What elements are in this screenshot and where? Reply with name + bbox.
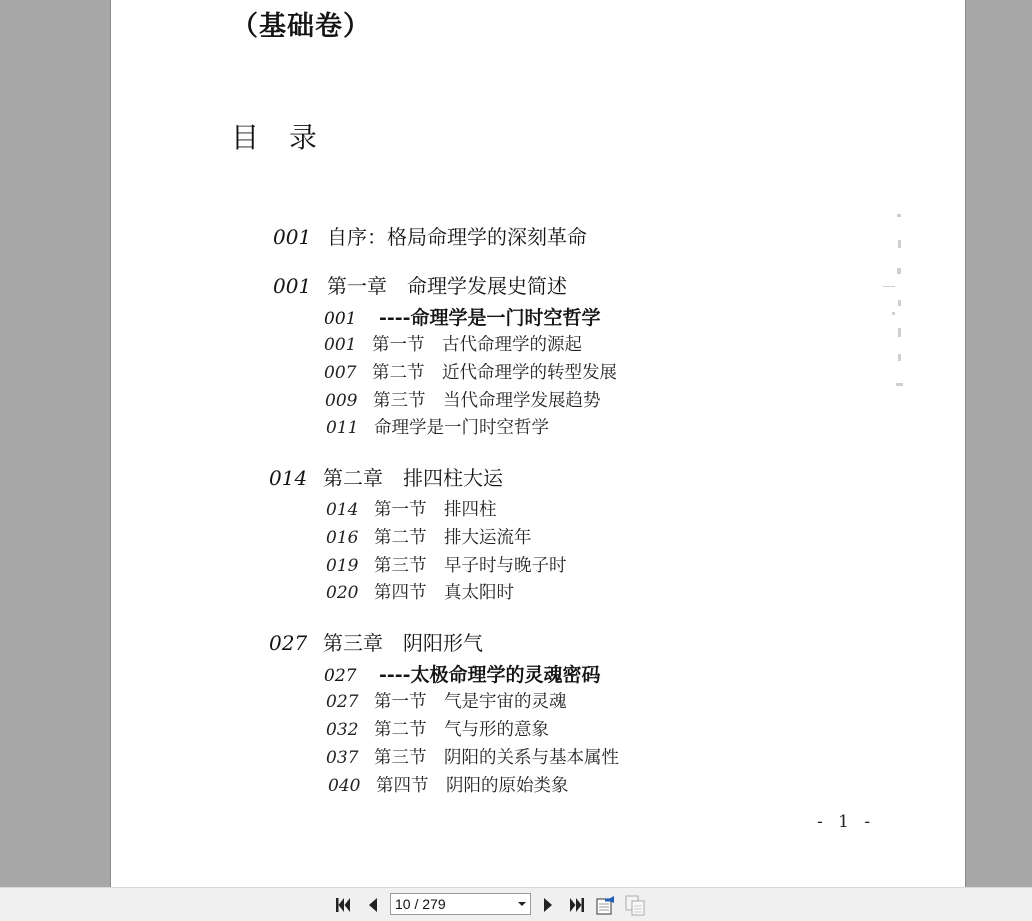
- toc-entry: [269, 627, 483, 656]
- toc-entry-title: 第一节 排四柱: [374, 500, 497, 520]
- toc-entry: [325, 387, 601, 412]
- toc-entry: [326, 552, 567, 577]
- toc-heading-part1: 目: [231, 121, 260, 154]
- previous-page-button[interactable]: [362, 894, 384, 916]
- toc-entry: [326, 414, 549, 439]
- toc-entry-page: 019: [326, 556, 359, 576]
- toc-entry-title: 第一节 气是宇宙的灵魂: [374, 692, 567, 712]
- page-footer-number: - 1 -: [817, 812, 876, 832]
- toc-entry: [326, 688, 567, 713]
- toc-entry-title: 命理学是一门时空哲学: [374, 418, 549, 438]
- page-select[interactable]: [390, 893, 531, 915]
- toc-entry-title: ----命理学是一门时空哲学: [379, 307, 601, 329]
- toc-entry-page: 020: [326, 583, 359, 603]
- toc-entry-page: 014: [269, 466, 308, 490]
- toc-entry-title: 第三节 阴阳的关系与基本属性: [374, 748, 619, 768]
- copy-page-button[interactable]: [624, 894, 646, 916]
- toc-entry-page: 027: [324, 666, 357, 686]
- toc-entry-title: 第三节 早子时与晚子时: [374, 556, 567, 576]
- page-indicator: 10 / 279: [395, 896, 446, 912]
- copy-page-icon: [624, 894, 646, 916]
- toc-entry-title: 第二节 气与形的意象: [374, 720, 549, 740]
- last-page-button[interactable]: [565, 894, 587, 916]
- toc-entry-title: 第一章 命理学发展史简述: [327, 274, 567, 298]
- toc-entry-page: 007: [324, 363, 357, 383]
- toc-entry: [273, 221, 587, 250]
- viewer-toolbar: [0, 887, 1032, 921]
- toc-entry-title: 第二节 排大运流年: [374, 528, 532, 548]
- toc-entry: [326, 716, 549, 741]
- toc-entry-page: 016: [326, 528, 359, 548]
- toc-entry-page: 001: [273, 274, 312, 298]
- toc-entry: [326, 496, 497, 521]
- first-page-button[interactable]: [333, 894, 355, 916]
- toc-entry-page: 040: [328, 776, 361, 796]
- toc-entry-page: 001: [324, 309, 357, 329]
- toc-entry-title: 第四节 阴阳的原始类象: [376, 776, 569, 796]
- toc-entry: [326, 744, 619, 769]
- toc-entry: [324, 303, 601, 330]
- toc-entry-title: 第三节 当代命理学发展趋势: [373, 391, 601, 411]
- toc-entry: [324, 359, 617, 384]
- toc-entry-page: 037: [326, 748, 359, 768]
- scan-artifact: [898, 354, 901, 361]
- scan-artifact: [897, 214, 901, 217]
- scan-artifact: [896, 383, 903, 386]
- extract-page-button[interactable]: [595, 894, 617, 916]
- scan-artifact: [898, 240, 901, 248]
- toc-entry-page: 001: [273, 225, 312, 249]
- toc-entry-page: 009: [325, 391, 358, 411]
- toc-entry-page: 014: [326, 500, 359, 520]
- previous-page-icon: [363, 895, 383, 915]
- toc-entry-title: 自序：格局命理学的深刻革命: [327, 225, 587, 249]
- scan-artifact: [892, 312, 895, 315]
- toc-heading: [231, 116, 317, 156]
- toc-entry-page: 011: [326, 418, 359, 438]
- volume-title: （基础卷）: [231, 11, 371, 42]
- toc-entry: [273, 270, 567, 299]
- toc-entry-page: 001: [324, 335, 357, 355]
- first-page-icon: [334, 895, 354, 915]
- scan-artifact: [897, 268, 901, 274]
- toc-entry: [326, 579, 514, 604]
- next-page-button[interactable]: [537, 894, 559, 916]
- toc-entry-page: 027: [326, 692, 359, 712]
- last-page-icon: [566, 895, 586, 915]
- toc-entry: [324, 331, 582, 356]
- toc-entry-title: 第二章 排四柱大运: [323, 466, 503, 490]
- dropdown-arrow-icon: [518, 900, 526, 908]
- toc-entry-page: 032: [326, 720, 359, 740]
- toc-entry-page: 027: [269, 631, 308, 655]
- scan-artifact: [898, 300, 901, 306]
- toc-heading-part2: 录: [289, 121, 318, 154]
- next-page-icon: [538, 895, 558, 915]
- toc-entry: [324, 660, 601, 687]
- scan-artifact: [898, 328, 901, 337]
- toc-entry: [269, 462, 503, 491]
- toc-entry-title: 第四节 真太阳时: [374, 583, 514, 603]
- toc-entry-title: 第一节 古代命理学的源起: [372, 335, 582, 355]
- extract-page-icon: [595, 894, 617, 916]
- toc-entry: [326, 524, 532, 549]
- toc-entry: [328, 772, 569, 797]
- toc-entry-title: 第三章 阴阳形气: [323, 631, 483, 655]
- scan-artifact: [883, 286, 895, 287]
- toc-entry-title: ----太极命理学的灵魂密码: [379, 664, 601, 686]
- toc-entry-title: 第二节 近代命理学的转型发展: [372, 363, 617, 383]
- document-page: [110, 0, 966, 887]
